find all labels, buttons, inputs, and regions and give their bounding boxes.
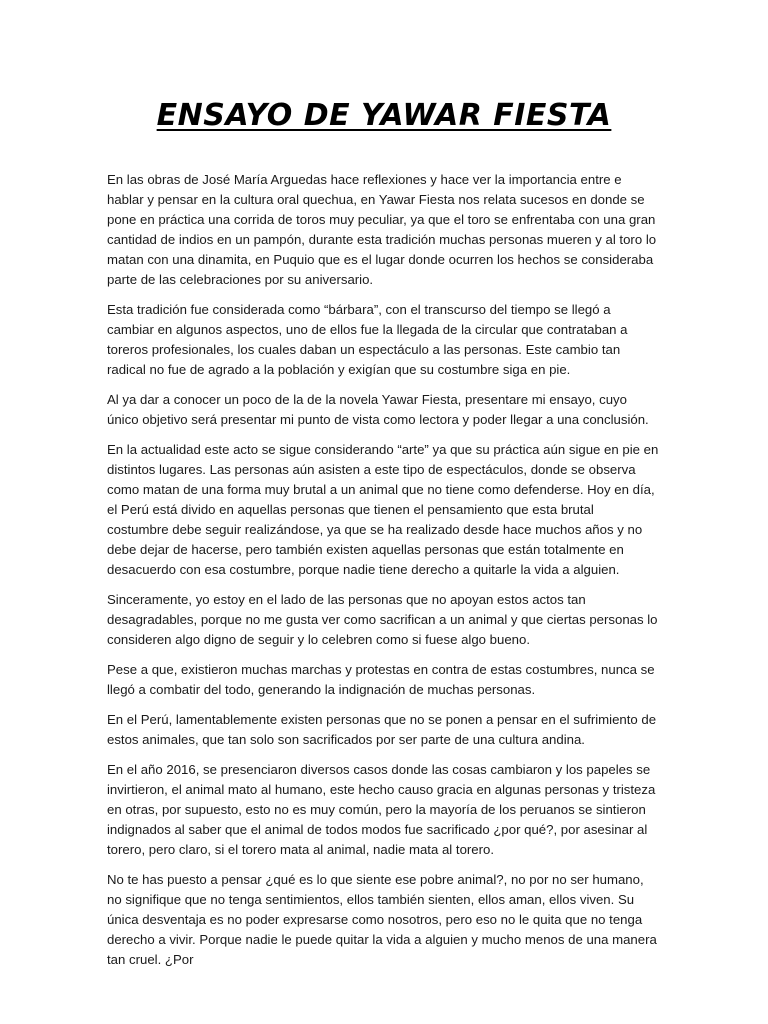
paragraph-9: No te has puesto a pensar ¿qué es lo que siente ese pobre animal?, no por no ser humano, no signifique que no tenga sentimientos, ellos también sienten, ellos aman, ellos viven. Su única desventaja es no poder expresarse como nosotros, pero eso no le quita que no tenga derecho a vivir. Porque nadie le puede quitar la vida a alguien y mucho menos de una manera tan cruel. ¿Por	[107, 872, 657, 967]
paragraph-7: En el Perú, lamentablemente existen personas que no se ponen a pensar en el sufrimiento de estos animales, que tan solo son sacrificados por ser parte de una cultura andina.	[107, 712, 657, 747]
paragraph-5: Sinceramente, yo estoy en el lado de las personas que no apoyan estos actos tan desagradables, porque no me gusta ver como sacrifican a un animal y que ciertas personas lo consideren algo digno de seguir y lo celebren como si fuese algo bueno.	[107, 592, 658, 647]
document-body	[107, 170, 659, 980]
paragraph-1: En las obras de José María Arguedas hace reflexiones y hace ver la importancia entre e hablar y pensar en la cultura oral quechua, en Yawar Fiesta nos relata sucesos en donde se pone en práctica una corrida de toros muy peculiar, ya que el toro se enfrentaba con una gran cantidad de indios en un pampón, durante esta tradición muchas personas mueren y al toro lo matan con una dinamita, en Puquio que es el lugar donde ocurren los hechos se consideraba parte de las celebraciones por su aniversario.	[107, 172, 657, 287]
paragraph-8: En el año 2016, se presenciaron diversos casos donde las cosas cambiaron y los papeles se invirtieron, el animal mato al humano, este hecho causo gracia en algunas personas y tristeza en otras, por supuesto, esto no es muy común, pero la mayoría de los peruanos se sintieron indignados al saber que el animal de todos modos fue sacrificado ¿por qué?, por asesinar al torero, pero claro, si el torero mata al animal, nadie mata al torero.	[107, 762, 656, 857]
paragraph-3: Al ya dar a conocer un poco de la de la novela Yawar Fiesta, presentare mi ensayo, cuyo único objetivo será presentar mi punto de vista como lectora y poder llegar a una conclusión.	[107, 392, 649, 427]
document-title: ENSAYO DE YAWAR FIESTA	[156, 98, 612, 133]
paragraph-2: Esta tradición fue considerada como “bárbara”, con el transcurso del tiempo se llegó a cambiar en algunos aspectos, uno de ellos fue la llegada de la circular que contrataban a toreros profesionales, los cuales daban un espectáculo a las personas. Este cambio tan radical no fue de agrado a la población y exigían que su costumbre siga en pie.	[107, 302, 628, 377]
paragraph-6: Pese a que, existieron muchas marchas y protestas en contra de estas costumbres, nunca se llegó a combatir del todo, generando la indignación de muchas personas.	[107, 662, 655, 697]
paragraph-4: En la actualidad este acto se sigue considerando “arte” ya que su práctica aún sigue en pie en distintos lugares. Las personas aún asisten a este tipo de espectáculos, donde se observa como matan de una forma muy brutal a un animal que no tiene como defenderse. Hoy en día, el Perú está divido en aquellas personas que tienen el pensamiento que esta brutal costumbre debe seguir realizándose, ya que se ha realizado desde hace muchos años y no debe dejar de hacerse, pero también existen aquellas personas que están totalmente en desacuerdo con esa costumbre, porque nadie tiene derecho a quitarle la vida a alguien.	[107, 442, 659, 577]
